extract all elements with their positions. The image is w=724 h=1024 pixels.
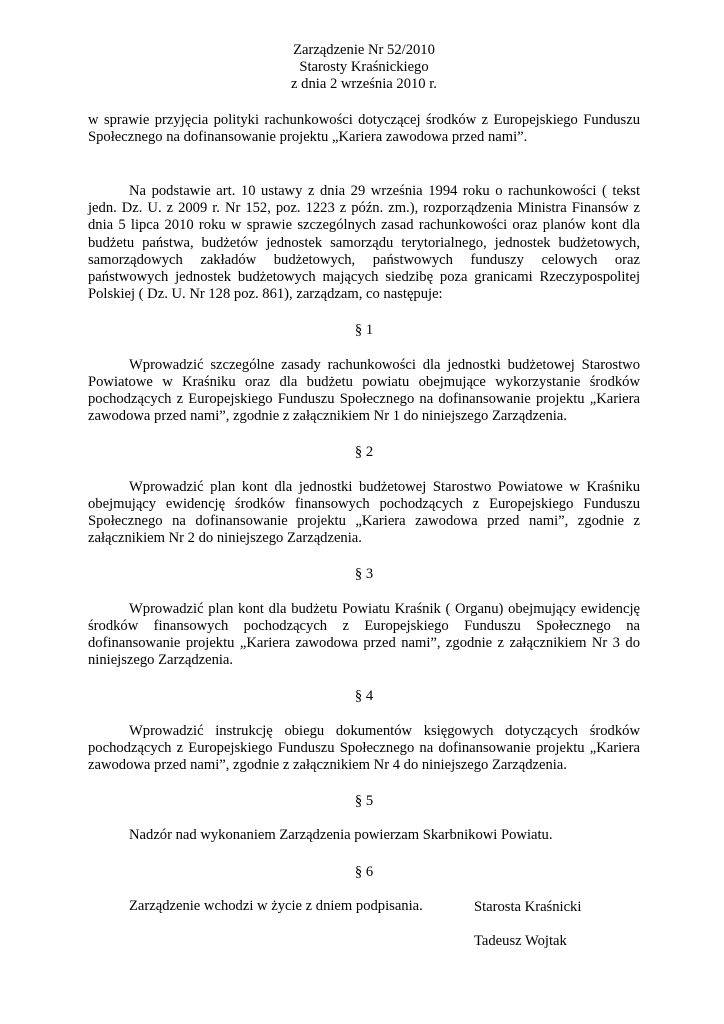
document-title [88,42,640,94]
section-3 [88,566,640,669]
signature-name: Tadeusz Wojtak [474,933,567,949]
section-5-text: Nadzór nad wykonaniem Zarządzenia powierzam Skarbnikowi Powiatu. [129,827,553,844]
section-2-sign: § 2 [354,444,374,461]
section-1-sign: § 1 [354,322,374,339]
signature-title: Starosta Kraśnicki [474,899,582,915]
title-line-date: z dnia 2 września 2010 r. [291,76,437,93]
section-3-text: Wprowadzić plan kont dla budżetu Powiatu Kraśnik ( Organu) obejmujący ewidencję środków finansowych pochodzących z Europejskiego Funduszu Społecznego na dofinansowanie projektu „Kariera zawodowa przed nami”, zgodnie z załącznikiem Nr 3 do niniejszego Zarządzenia. [88,600,640,669]
section-4-sign: § 4 [354,688,374,705]
section-1 [88,322,640,425]
section-5 [88,793,640,844]
title-line-ordinance-number: Zarządzenie Nr 52/2010 [293,42,435,58]
title-line-issuer: Starosty Kraśnickiego [299,59,429,76]
document-page [88,42,640,915]
section-6-sign: § 6 [354,863,374,880]
section-4 [88,688,640,774]
legal-basis-paragraph: Na podstawie art. 10 ustawy z dnia 29 września 1994 roku o rachunkowości ( tekst jedn. Dz. U. z 2009 r. Nr 152, poz. 1223 z późn. zm.), rozporządzenia Ministra Finansów z dnia 5 lipca 2010 roku w sprawie szczególnych zasad rachunkowości oraz planów kont dla budżetu państwa, budżetów jednostek samorządu terytorialnego, jednostek budżetowych, samorządowych zakładów budżetowych, państwowych funduszy celowych oraz państwowych jednostek budżetowych mających siedzibę poza granicami Rzeczypospolitej Polskiej ( Dz. U. Nr 128 poz. 861), zarządzam, co następuje: [88,182,640,303]
section-6-text: Zarządzenie wchodzi w życie z dniem podpisania. [129,897,423,914]
section-2-text: Wprowadzić plan kont dla jednostki budżetowej Starostwo Powiatowe w Kraśniku obejmujący ewidencję środków finansowych pochodzących z Europejskiego Funduszu Społecznego na dofinansowanie projektu „Kariera zawodowa przed nami”, zgodnie z załącznikiem Nr 2 do niniejszego Zarządzenia. [88,478,640,547]
section-5-sign: § 5 [354,793,374,810]
section-2 [88,444,640,547]
document-subject: w sprawie przyjęcia polityki rachunkowości dotyczącej środków z Europejskiego Funduszu Społecznego na dofinansowanie projektu „Kariera zawodowa przed nami”. [88,111,640,145]
section-1-text: Wprowadzić szczególne zasady rachunkowości dla jednostki budżetowej Starostwo Powiatowe w Kraśniku oraz dla budżetu powiatu obejmujące wykorzystanie środków pochodzących z Europejskiego Funduszu Społecznego na dofinansowanie projektu „Kariera zawodowa przed nami”, zgodnie z załącznikiem Nr 1 do niniejszego Zarządzenia. [88,356,640,425]
section-4-text: Wprowadzić instrukcję obiegu dokumentów księgowych dotyczących środków pochodzących z Europejskiego Funduszu Społecznego na dofinansowanie projektu „Kariera zawodowa przed nami”, zgodnie z załącznikiem Nr 4 do niniejszego Zarządzenia. [88,722,640,774]
section-3-sign: § 3 [354,566,374,583]
